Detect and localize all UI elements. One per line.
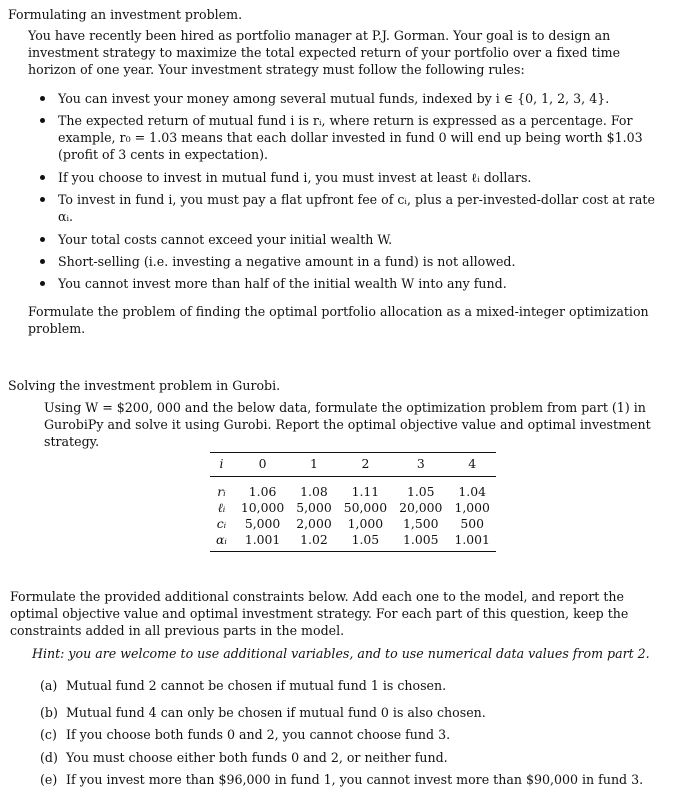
table-row [210, 500, 496, 516]
table-row [210, 516, 496, 532]
bullet-item [40, 253, 670, 270]
bullet-dot-icon [40, 237, 45, 242]
row-symbol: rᵢ [217, 484, 226, 499]
list-item [40, 704, 670, 721]
table-cell: 500 [460, 516, 484, 531]
table-cell: 1.06 [248, 484, 277, 499]
bullet-item [40, 169, 670, 186]
bullet-dot-icon [40, 259, 45, 264]
table-cell: 10,000 [240, 500, 285, 515]
table-row [210, 477, 496, 501]
section2-intro: Using W = $200, 000 and the below data, formulate the optimization problem from part (1) in GurobiPy and solve it using Gurobi. Report the optimal objective value and optimal investment strategy. [44, 400, 651, 449]
item-label: (e) [40, 772, 58, 787]
table-cell: 1.001 [454, 532, 490, 547]
bullet-dot-icon [40, 175, 45, 180]
bullet-dot-icon [40, 281, 45, 286]
bullet-text: The expected return of mutual fund i is rᵢ, where return is expressed as a percentage. For example, r₀ = 1.03 means that each dollar invested in fund 0 will end up being worth $1.03 (profit of 3 cents in expectation). [58, 113, 643, 162]
row-symbol: αᵢ [216, 532, 227, 547]
bullet-text: To invest in fund i, you must pay a flat upfront fee of cᵢ, plus a per-invested-dollar cost at rate αᵢ. [58, 192, 655, 224]
table-cell: 1.05 [406, 484, 435, 499]
table-header-cell: 1 [310, 456, 318, 471]
fund-data-table [210, 452, 496, 552]
bullet-text: Short-selling (i.e. investing a negative amount in a fund) is not allowed. [58, 254, 516, 269]
item-text: If you invest more than $96,000 in fund 1, you cannot invest more than $90,000 in fund 3. [66, 772, 644, 787]
bullet-text: You cannot invest more than half of the initial wealth W into any fund. [58, 276, 507, 291]
table-cell: 1.11 [351, 484, 380, 499]
bullet-item [40, 191, 670, 225]
table-header-cell: 2 [361, 456, 370, 471]
table-cell: 50,000 [343, 500, 388, 515]
section2-heading: Solving the investment problem in Gurobi. [8, 378, 281, 393]
list-item [40, 677, 670, 694]
table-row [210, 532, 496, 552]
item-label: (d) [40, 750, 58, 765]
table-header-cell: 0 [258, 456, 267, 471]
table-cell: 2,000 [296, 516, 332, 531]
bullet-dot-icon [40, 96, 45, 101]
table-cell: 5,000 [244, 516, 281, 531]
section3-hint: Hint: you are welcome to use additional variables, and to use numerical data values from part 2. [32, 646, 650, 661]
bullet-item [40, 112, 670, 163]
bullet-item [40, 90, 670, 107]
bullet-dot-icon [40, 118, 45, 123]
section1-intro: You have recently been hired as portfolio manager at P.J. Gorman. Your goal is to design an investment strategy to maximize the total expected return of your portfolio over a fixed time horizon of one year. Your investment strategy must follow the following rules: [28, 28, 621, 77]
list-item [40, 749, 670, 766]
section1-closing: Formulate the problem of finding the optimal portfolio allocation as a mixed-integer optimization problem. [28, 304, 649, 336]
table-header-row [210, 453, 496, 477]
table-cell: 1.001 [244, 532, 281, 547]
bullet-text: If you choose to invest in mutual fund i, you must invest at least ℓᵢ dollars. [58, 170, 532, 185]
row-symbol: cᵢ [216, 516, 227, 531]
section3-intro: Formulate the provided additional constraints below. Add each one to the model, and report the optimal objective value and optimal investment strategy. For each part of this question, keep the constraints added in all previous parts in the model. [10, 589, 629, 638]
item-text: You must choose either both funds 0 and 2, or neither fund. [66, 750, 448, 765]
bullet-dot-icon [40, 197, 45, 202]
table-cell: 1,500 [403, 516, 439, 531]
list-item [40, 771, 670, 788]
bullet-text: Your total costs cannot exceed your initial wealth W. [58, 232, 393, 247]
bullet-text: You can invest your money among several mutual funds, indexed by i ∈ {0, 1, 2, 3, 4}. [58, 91, 610, 106]
table-cell: 1.08 [300, 484, 328, 499]
table-cell: 5,000 [296, 500, 332, 515]
table-cell: 1,000 [454, 500, 490, 515]
table-cell: 1.005 [403, 532, 439, 547]
section1-heading: Formulating an investment problem. [8, 7, 243, 22]
table-cell: 1,000 [347, 516, 384, 531]
table-header-symbol: i [219, 456, 224, 471]
table-cell: 1.02 [300, 532, 328, 547]
row-symbol: ℓᵢ [217, 500, 226, 515]
item-text: If you choose both funds 0 and 2, you cannot choose fund 3. [66, 727, 451, 742]
list-item [40, 726, 670, 743]
table-cell: 1.05 [351, 532, 380, 547]
item-label: (a) [40, 678, 58, 693]
table-cell: 20,000 [399, 500, 443, 515]
bullet-item [40, 275, 670, 292]
table-cell: 1.04 [458, 484, 486, 499]
item-label: (b) [40, 705, 58, 720]
item-text: Mutual fund 2 cannot be chosen if mutual fund 1 is chosen. [66, 678, 447, 693]
item-label: (c) [40, 727, 57, 742]
bullet-item [40, 231, 670, 248]
table-header-cell: 3 [416, 456, 425, 471]
table-header-cell: 4 [468, 456, 477, 471]
item-text: Mutual fund 4 can only be chosen if mutual fund 0 is also chosen. [66, 705, 486, 720]
